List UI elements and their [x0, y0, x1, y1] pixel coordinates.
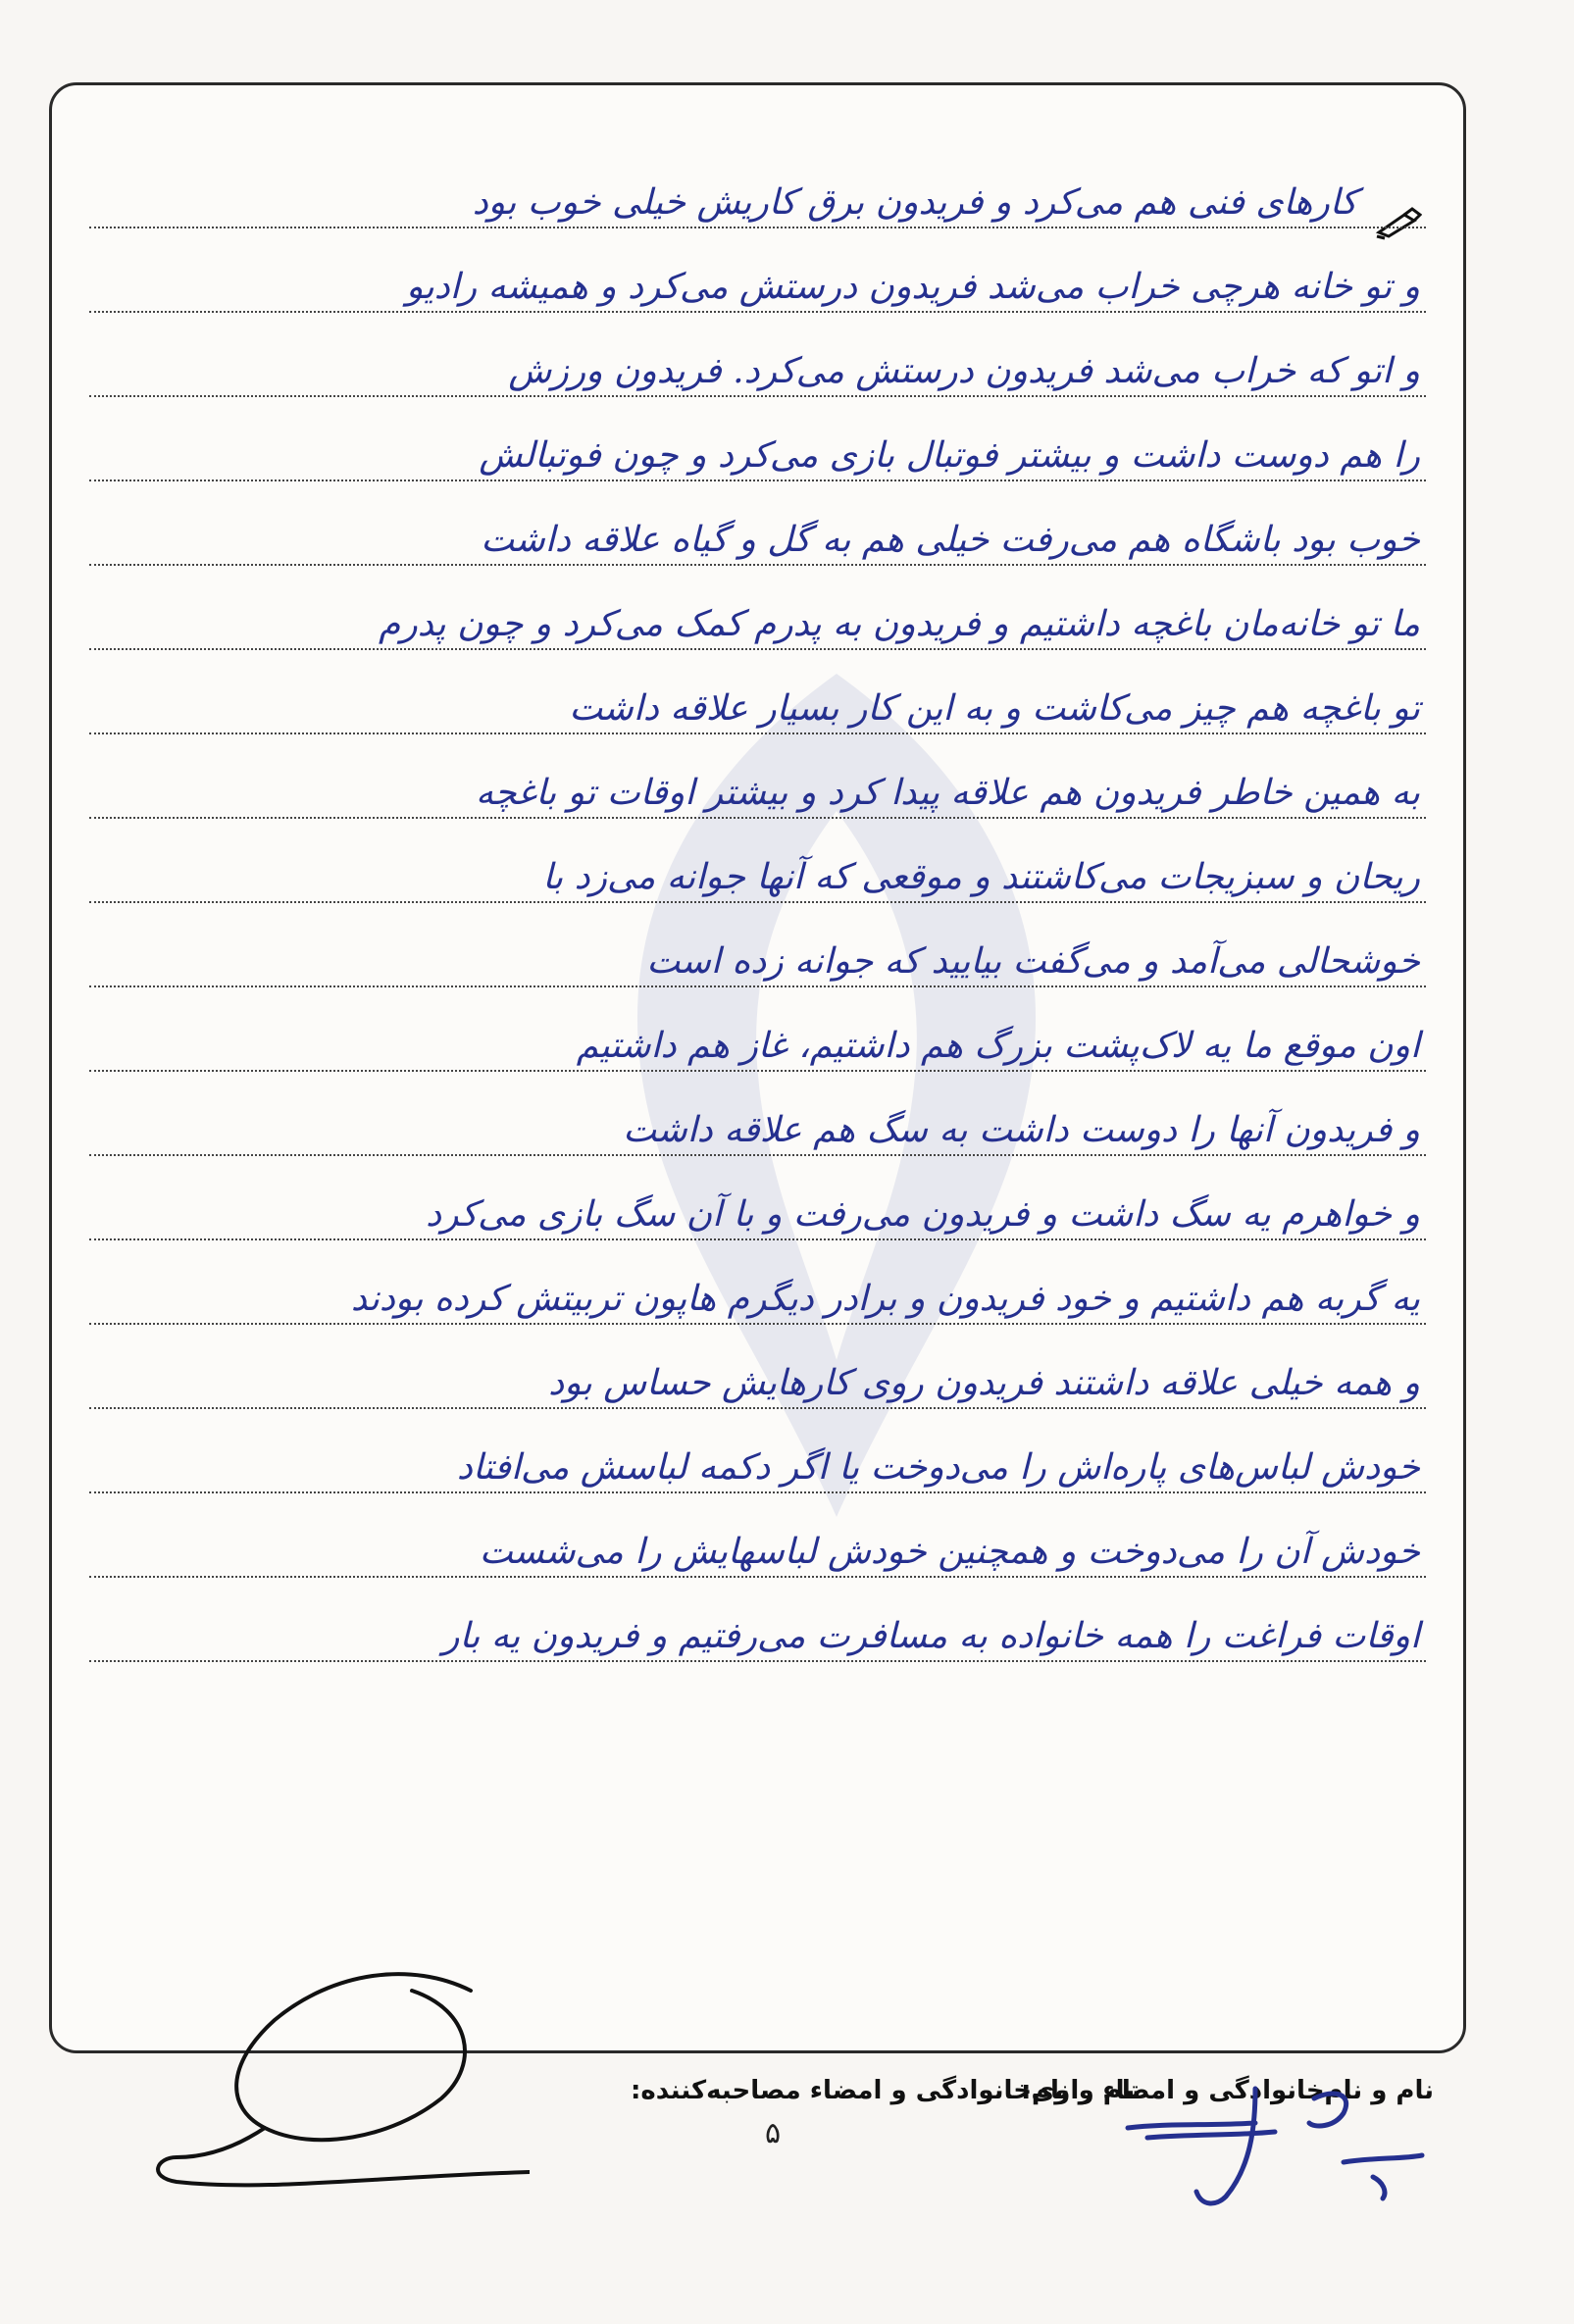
interviewer-signature-icon	[1108, 2069, 1432, 2216]
handwritten-text: کارهای فنی هم می‌کرد و فریدون برق کاریش خیلی خوب بود	[472, 182, 1357, 223]
writing-line	[89, 1156, 1426, 1240]
writing-line	[89, 1409, 1426, 1493]
writing-line	[89, 1493, 1426, 1578]
page-frame	[49, 82, 1466, 2105]
writing-line	[89, 228, 1426, 313]
handwritten-text: و تو خانه هرچی خراب می‌شد فریدون درستش می‌کرد و همیشه رادیو	[406, 267, 1420, 307]
handwritten-text: را هم دوست داشت و بیشتر فوتبال بازی می‌کرد و چون فوتبالش	[479, 435, 1420, 476]
interviewer-signature-label: نام و نام‌خانوادگی و امضاء مصاحبه‌کننده:	[631, 2076, 1142, 2105]
handwritten-text: ریحان و سبزیجات می‌کاشتند و موقعی که آنها جوانه می‌زد با	[542, 857, 1420, 897]
handwritten-text: ما تو خانه‌مان باغچه داشتیم و فریدون به پدرم کمک می‌کرد و چون پدرم	[379, 604, 1420, 644]
page-number: ۵	[765, 2116, 782, 2150]
handwritten-text: خودش لباس‌های پاره‌اش را می‌دوخت یا اگر دکمه لباسش می‌افتاد	[456, 1447, 1420, 1488]
handwritten-text: و خواهرم یه سگ داشت و فریدون می‌رفت و با آن سگ بازی می‌کرد	[426, 1194, 1420, 1235]
writing-line	[89, 650, 1426, 734]
handwritten-text: خوشحالی می‌آمد و می‌گفت بیایید که جوانه زده است	[646, 941, 1420, 982]
writing-line	[89, 566, 1426, 650]
writing-line	[89, 481, 1426, 566]
writing-line	[89, 1578, 1426, 1662]
narrator-signature-label: نام و نام‌خانوادگی و امضاء راوی:	[1021, 2076, 1434, 2105]
handwritten-text: خودش آن را می‌دوخت و همچنین خودش لباسهایش را می‌شست	[479, 1532, 1420, 1572]
writing-line	[89, 987, 1426, 1072]
writing-line	[89, 397, 1426, 481]
writing-line	[89, 1240, 1426, 1325]
writing-line	[89, 144, 1426, 228]
handwritten-text: تو باغچه هم چیز می‌کاشت و به این کار بسیار علاقه داشت	[569, 688, 1420, 729]
writing-line	[89, 313, 1426, 397]
handwritten-text: و همه خیلی علاقه داشتند فریدون روی کارهایش حساس بود	[548, 1363, 1420, 1403]
handwritten-text: اون موقع ما یه لاک‌پشت بزرگ هم داشتیم، غاز هم داشتیم	[576, 1026, 1420, 1066]
writing-line	[89, 734, 1426, 819]
writing-line	[89, 1325, 1426, 1409]
handwritten-text: و فریدون آنها را دوست داشت به سگ هم علاقه داشت	[623, 1110, 1420, 1150]
writing-line	[89, 819, 1426, 903]
handwritten-text: خوب بود باشگاه هم می‌رفت خیلی هم به گل و گیاه علاقه داشت	[481, 520, 1420, 560]
writing-line	[89, 1072, 1426, 1156]
narrator-signature-icon	[118, 1951, 530, 2206]
handwritten-text: و اتو که خراب می‌شد فریدون درستش می‌کرد. فریدون ورزش	[508, 351, 1420, 391]
handwritten-text: اوقات فراغت را همه خانواده به مسافرت می‌رفتیم و فریدون یه بار	[442, 1616, 1420, 1656]
handwritten-text: یه گربه هم داشتیم و خود فریدون و برادر دیگرم هاپون تربیتش کرده بودند	[350, 1279, 1420, 1319]
handwritten-text: به همین خاطر فریدون هم علاقه پیدا کرد و بیشتر اوقات تو باغچه	[475, 773, 1420, 813]
writing-line	[89, 903, 1426, 987]
